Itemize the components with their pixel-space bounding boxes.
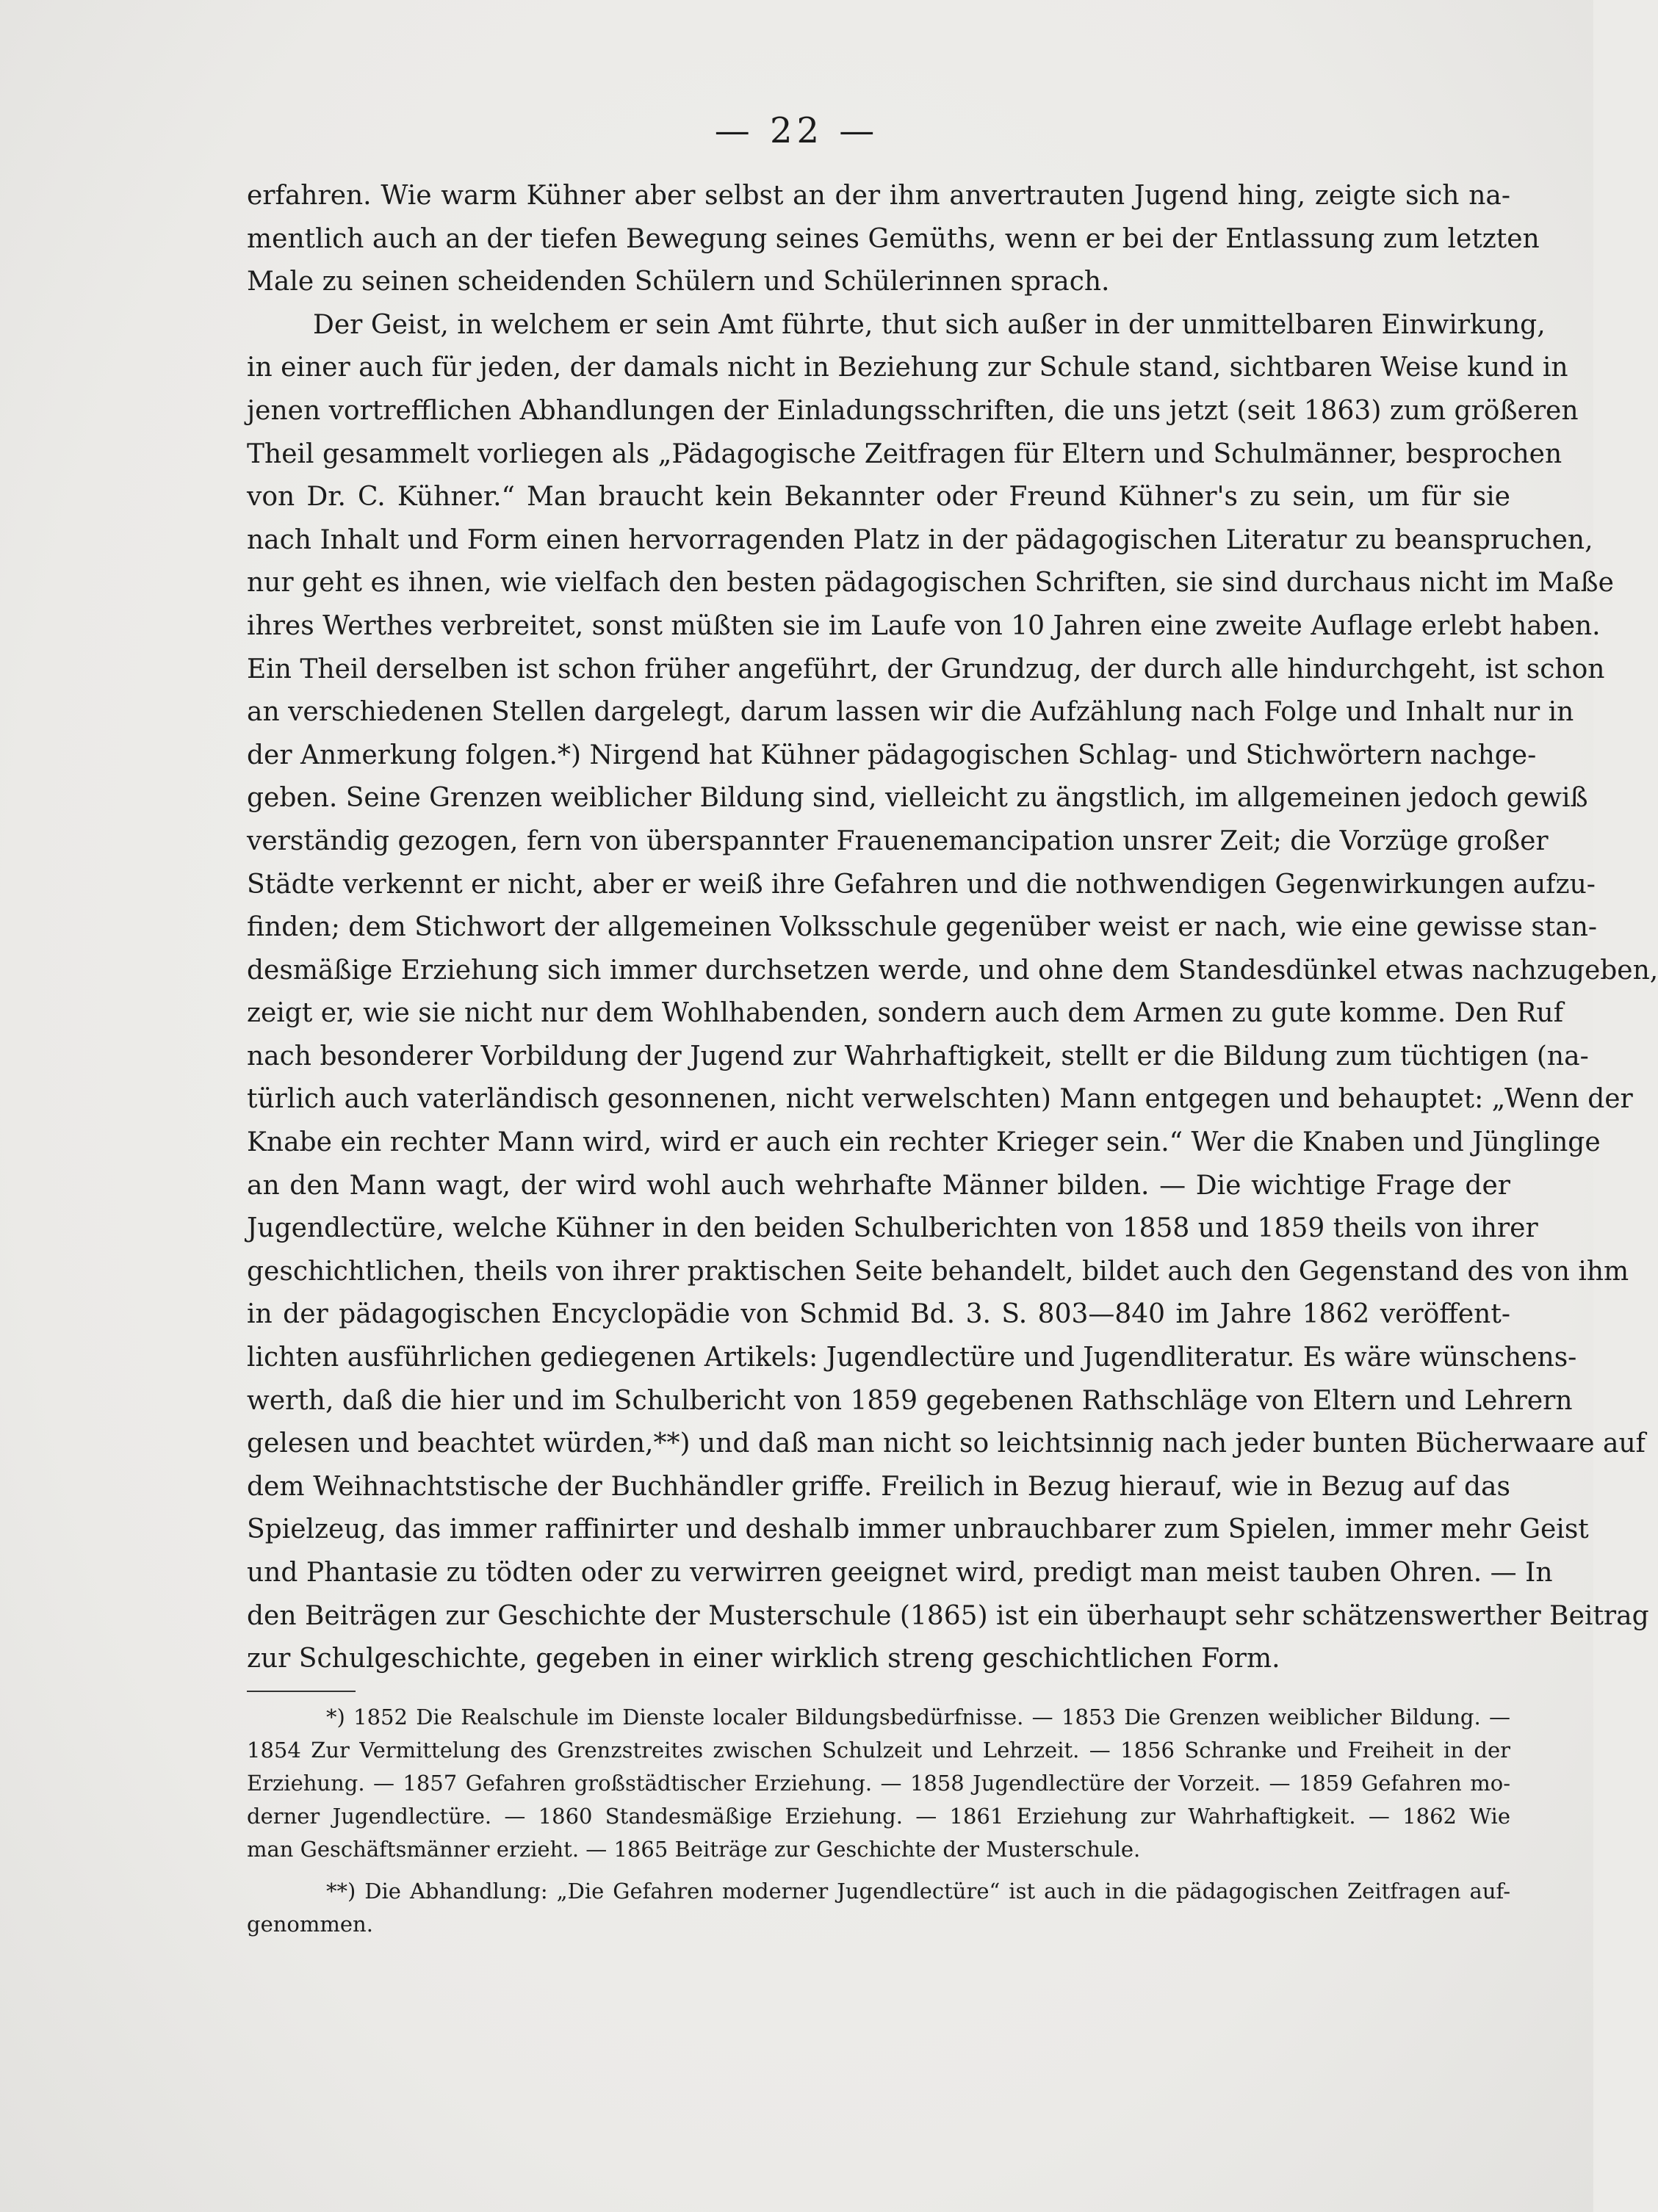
text-line: Ein Theil derselben ist schon früher angeführt, der Grundzug, der durch alle hindurchgeht, ist schon xyxy=(247,654,1605,684)
text-line: an den Mann wagt, der wird wohl auch wehrhafte Männer bilden. — Die wichtige Frage der xyxy=(247,1170,1510,1201)
text-line: gelesen und beachtet würden,**) und daß man nicht so leichtsinnig nach jeder bunten Bücherwaare auf xyxy=(247,1428,1646,1459)
text-line: Theil gesammelt vorliegen als „Pädagogische Zeitfragen für Eltern und Schulmänner, besprochen xyxy=(247,438,1563,469)
text-line: geschichtlichen, theils von ihrer praktischen Seite behandelt, bildet auch den Gegenstand des von ihm xyxy=(247,1256,1629,1287)
text-line: finden; dem Stichwort der allgemeinen Volksschule gegenüber weist er nach, wie eine gewisse stan- xyxy=(247,912,1598,943)
text-line: an verschiedenen Stellen dargelegt, darum lassen wir die Aufzählung nach Folge und Inhalt nur in xyxy=(247,697,1574,728)
footnotes xyxy=(247,1701,1510,1941)
page-number: — 22 — xyxy=(714,110,879,151)
text-line: türlich auch vaterländisch gesonnenen, nicht verwelschten) Mann entgegen und behauptet: „Wenn der xyxy=(247,1084,1633,1115)
text-line: lichten ausführlichen gediegenen Artikels: Jugendlectüre und Jugendliteratur. Es wäre wünschens- xyxy=(247,1342,1577,1373)
footnote-line: *) 1852 Die Realschule im Dienste localer Bildungsbedürfnisse. — 1853 Die Grenzen weiblicher Bildung. — xyxy=(326,1705,1510,1730)
text-line: Jugendlectüre, welche Kühner in den beiden Schulberichten von 1858 und 1859 theils von ihrer xyxy=(247,1213,1538,1244)
text-line: und Phantasie zu tödten oder zu verwirren geeignet wird, predigt man meist tauben Ohren. — In xyxy=(247,1558,1553,1588)
text-line: ihres Werthes verbreitet, sonst müßten sie im Laufe von 10 Jahren eine zweite Auflage erlebt haben. xyxy=(247,610,1601,641)
text-line: Male zu seinen scheidenden Schülern und Schülerinnen sprach. xyxy=(247,267,1110,297)
text-line: mentlich auch an der tiefen Bewegung seines Gemüths, wenn er bei der Entlassung zum letzten xyxy=(247,223,1540,254)
text-line: zeigt er, wie sie nicht nur dem Wohlhabenden, sondern auch dem Armen zu gute komme. Den Ruf xyxy=(247,998,1564,1029)
text-line: dem Weihnachtstische der Buchhändler griffe. Freilich in Bezug hierauf, wie in Bezug auf das xyxy=(247,1471,1510,1502)
text-line: nach besonderer Vorbildung der Jugend zur Wahrhaftigkeit, stellt er die Bildung zum tüchtigen (na- xyxy=(247,1041,1589,1071)
text-line: der Anmerkung folgen.*) Nirgend hat Kühner pädagogischen Schlag- und Stichwörtern nachge- xyxy=(247,740,1537,770)
footnote-line: derner Jugendlectüre. — 1860 Standesmäßige Erziehung. — 1861 Erziehung zur Wahrhaftigkeit. — 1862 Wie xyxy=(247,1804,1510,1829)
text-line: Spielzeug, das immer raffinirter und deshalb immer unbrauchbarer zum Spielen, immer mehr Geist xyxy=(247,1514,1589,1545)
text-line: verständig gezogen, fern von überspannter Frauenemancipation unsrer Zeit; die Vorzüge großer xyxy=(247,825,1549,856)
footnote-line: 1854 Zur Vermittelung des Grenzstreites zwischen Schulzeit und Lehrzeit. — 1856 Schranke und Freiheit in der xyxy=(247,1738,1510,1763)
footnote-divider xyxy=(247,1691,356,1692)
text-line: desmäßige Erziehung sich immer durchsetzen werde, und ohne dem Standesdünkel etwas nachzugeben, xyxy=(247,955,1658,986)
text-line: erfahren. Wie warm Kühner aber selbst an der ihm anvertrauten Jugend hing, zeigte sich na- xyxy=(247,181,1510,211)
footnote-line: genommen. xyxy=(247,1912,373,1937)
main-paragraph xyxy=(247,175,1658,1681)
text-line: Knabe ein rechter Mann wird, wird er auch ein rechter Krieger sein.“ Wer die Knaben und Jünglinge xyxy=(247,1127,1601,1158)
text-line: zur Schulgeschichte, gegeben in einer wirklich streng geschichtlichen Form. xyxy=(247,1644,1280,1674)
text-line: in einer auch für jeden, der damals nicht in Beziehung zur Schule stand, sichtbaren Weise kund in xyxy=(247,353,1568,383)
text-line: Der Geist, in welchem er sein Amt führte, thut sich außer in der unmittelbaren Einwirkung, xyxy=(313,309,1546,340)
footnote-line: **) Die Abhandlung: „Die Gefahren moderner Jugendlectüre“ ist auch in die pädagogischen Zeitfragen auf- xyxy=(326,1879,1510,1904)
footnote-line: man Geschäftsmänner erzieht. — 1865 Beiträge zur Geschichte der Musterschule. xyxy=(247,1837,1141,1862)
text-line: den Beiträgen zur Geschichte der Musterschule (1865) ist ein überhaupt sehr schätzenswerther Beitrag xyxy=(247,1600,1649,1631)
text-line: von Dr. C. Kühner.“ Man braucht kein Bekannter oder Freund Kühner's zu sein, um für sie xyxy=(247,482,1510,513)
text-line: jenen vortrefflichen Abhandlungen der Einladungsschriften, die uns jetzt (seit 1863) zum größeren xyxy=(247,395,1579,426)
text-line: geben. Seine Grenzen weiblicher Bildung sind, vielleicht zu ängstlich, im allgemeinen jedoch gewiß xyxy=(247,783,1588,814)
footnote-line: Erziehung. — 1857 Gefahren großstädtischer Erziehung. — 1858 Jugendlectüre der Vorzeit. — 1859 Gefahren mo- xyxy=(247,1771,1510,1796)
text-line: Städte verkennt er nicht, aber er weiß ihre Gefahren und die nothwendigen Gegenwirkungen aufzu- xyxy=(247,869,1596,900)
text-line: nach Inhalt und Form einen hervorragenden Platz in der pädagogischen Literatur zu beanspruchen, xyxy=(247,524,1593,555)
text-line: werth, daß die hier und im Schulbericht von 1859 gegebenen Rathschläge von Eltern und Lehrern xyxy=(247,1385,1573,1416)
text-line: nur geht es ihnen, wie vielfach den besten pädagogischen Schriften, sie sind durchaus nicht im Maße xyxy=(247,568,1614,599)
text-line: in der pädagogischen Encyclopädie von Schmid Bd. 3. S. 803—840 im Jahre 1862 veröffent- xyxy=(247,1299,1510,1330)
